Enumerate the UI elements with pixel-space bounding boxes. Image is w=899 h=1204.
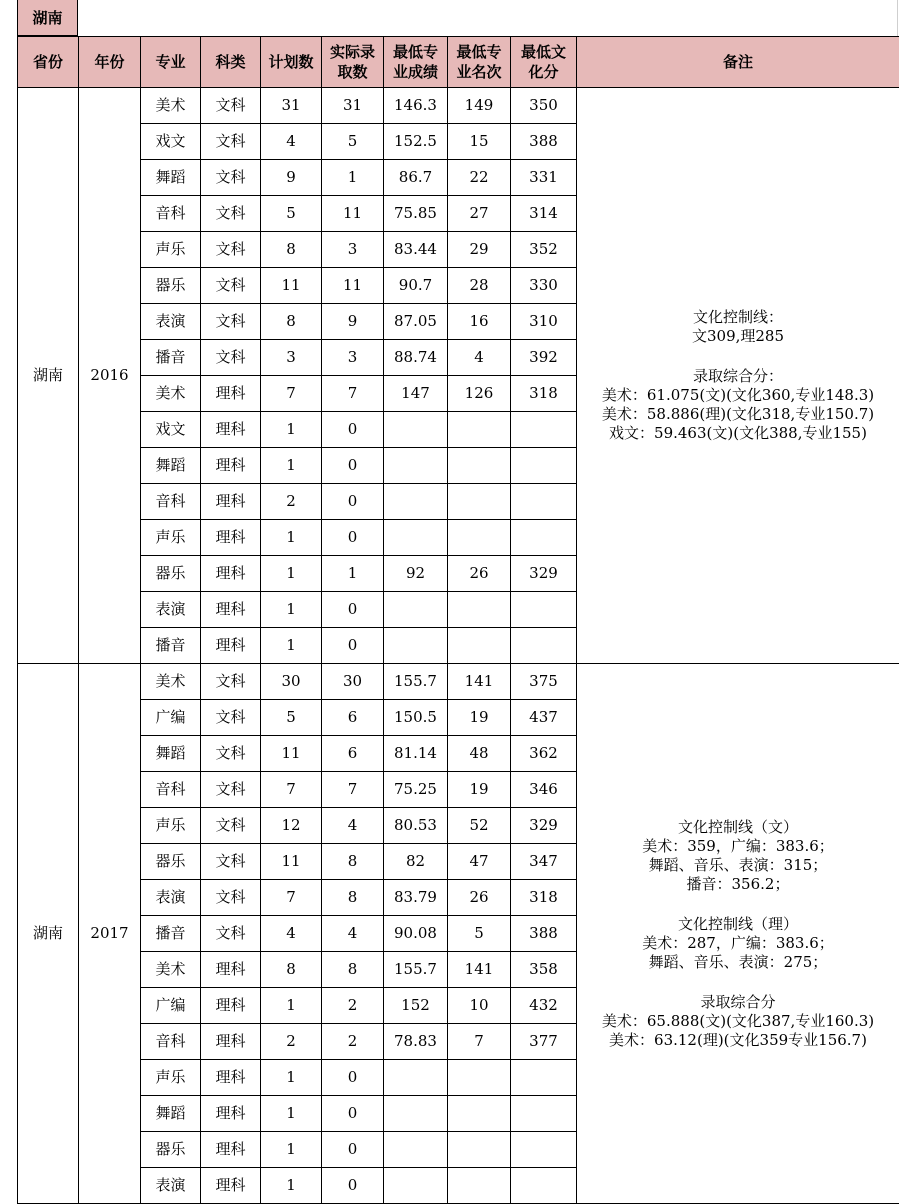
- category-cell: 理科: [201, 556, 261, 592]
- min-pro-score-cell: 86.7: [384, 160, 448, 196]
- actual-cell: 3: [322, 340, 384, 376]
- plan-cell: 11: [261, 268, 322, 304]
- notes-line: 文化控制线（文）: [577, 818, 899, 837]
- plan-cell: 1: [261, 448, 322, 484]
- table-row: [18, 664, 899, 700]
- notes-cell: [577, 88, 899, 664]
- category-cell: 理科: [201, 1060, 261, 1096]
- notes-line: 播音：356.2；: [577, 875, 899, 894]
- min-culture-cell: 388: [511, 124, 577, 160]
- category-cell: 理科: [201, 1096, 261, 1132]
- min-pro-score-cell: 155.7: [384, 952, 448, 988]
- major-cell: 美术: [141, 664, 201, 700]
- min-pro-rank-cell: 47: [448, 844, 511, 880]
- min-pro-score-cell: 75.25: [384, 772, 448, 808]
- actual-cell: 6: [322, 736, 384, 772]
- notes-line: 美术：359，广编：383.6；: [577, 837, 899, 856]
- actual-cell: 0: [322, 592, 384, 628]
- min-pro-score-cell: 88.74: [384, 340, 448, 376]
- notes-line: 录取综合分: [577, 993, 899, 1012]
- category-cell: 文科: [201, 304, 261, 340]
- min-pro-score-cell: 81.14: [384, 736, 448, 772]
- major-cell: 美术: [141, 376, 201, 412]
- header-row: [18, 37, 899, 88]
- major-cell: 表演: [141, 592, 201, 628]
- min-pro-rank-cell: 4: [448, 340, 511, 376]
- actual-cell: 5: [322, 124, 384, 160]
- major-cell: 音科: [141, 1024, 201, 1060]
- notes-line: 美术：65.888(文)(文化387,专业160.3): [577, 1012, 899, 1031]
- actual-cell: 4: [322, 808, 384, 844]
- major-cell: 美术: [141, 88, 201, 124]
- major-cell: 舞蹈: [141, 736, 201, 772]
- min-pro-rank-cell: [448, 592, 511, 628]
- min-pro-score-cell: 90.08: [384, 916, 448, 952]
- header-year: 年份: [79, 37, 141, 88]
- plan-cell: 1: [261, 988, 322, 1024]
- plan-cell: 1: [261, 556, 322, 592]
- actual-cell: 0: [322, 1132, 384, 1168]
- year-cell: 2016: [79, 88, 141, 664]
- province-cell: 湖南: [18, 88, 79, 664]
- category-cell: 理科: [201, 952, 261, 988]
- major-cell: 广编: [141, 988, 201, 1024]
- min-culture-cell: 437: [511, 700, 577, 736]
- major-cell: 声乐: [141, 520, 201, 556]
- category-cell: 文科: [201, 88, 261, 124]
- min-culture-cell: 314: [511, 196, 577, 232]
- min-culture-cell: 329: [511, 556, 577, 592]
- min-pro-rank-cell: 141: [448, 664, 511, 700]
- category-cell: 理科: [201, 988, 261, 1024]
- notes-line: 文309,理285: [577, 327, 899, 346]
- actual-cell: 9: [322, 304, 384, 340]
- actual-cell: 0: [322, 1060, 384, 1096]
- min-pro-score-cell: 152: [384, 988, 448, 1024]
- actual-cell: 0: [322, 1168, 384, 1204]
- major-cell: 音科: [141, 484, 201, 520]
- major-cell: 播音: [141, 340, 201, 376]
- plan-cell: 11: [261, 736, 322, 772]
- plan-cell: 8: [261, 304, 322, 340]
- plan-cell: 5: [261, 700, 322, 736]
- actual-cell: 0: [322, 1096, 384, 1132]
- min-pro-rank-cell: 19: [448, 700, 511, 736]
- major-cell: 美术: [141, 952, 201, 988]
- plan-cell: 31: [261, 88, 322, 124]
- min-pro-rank-cell: 149: [448, 88, 511, 124]
- min-pro-score-cell: [384, 1132, 448, 1168]
- plan-cell: 1: [261, 1060, 322, 1096]
- notes-line: 录取综合分：: [577, 367, 899, 386]
- min-culture-cell: 350: [511, 88, 577, 124]
- major-cell: 器乐: [141, 844, 201, 880]
- actual-cell: 31: [322, 88, 384, 124]
- major-cell: 戏文: [141, 412, 201, 448]
- actual-cell: 7: [322, 376, 384, 412]
- major-cell: 声乐: [141, 232, 201, 268]
- major-cell: 器乐: [141, 556, 201, 592]
- min-culture-cell: 352: [511, 232, 577, 268]
- plan-cell: 8: [261, 232, 322, 268]
- major-cell: 播音: [141, 628, 201, 664]
- min-pro-rank-cell: [448, 1168, 511, 1204]
- min-culture-cell: 358: [511, 952, 577, 988]
- min-culture-cell: 310: [511, 304, 577, 340]
- category-cell: 文科: [201, 772, 261, 808]
- plan-cell: 1: [261, 1096, 322, 1132]
- actual-cell: 8: [322, 880, 384, 916]
- min-pro-score-cell: [384, 484, 448, 520]
- min-culture-cell: [511, 1132, 577, 1168]
- major-cell: 音科: [141, 772, 201, 808]
- min-culture-cell: [511, 1096, 577, 1132]
- min-pro-rank-cell: [448, 1096, 511, 1132]
- year-cell: 2017: [79, 664, 141, 1204]
- min-pro-score-cell: 80.53: [384, 808, 448, 844]
- min-pro-rank-cell: 15: [448, 124, 511, 160]
- min-pro-rank-cell: 10: [448, 988, 511, 1024]
- region-tag-row: [17, 0, 898, 37]
- plan-cell: 4: [261, 916, 322, 952]
- min-pro-score-cell: 78.83: [384, 1024, 448, 1060]
- notes-cell: [577, 664, 899, 1204]
- header-min-pro-score: 最低专业成绩: [384, 37, 448, 88]
- category-cell: 文科: [201, 736, 261, 772]
- actual-cell: 8: [322, 844, 384, 880]
- min-pro-score-cell: [384, 628, 448, 664]
- actual-cell: 8: [322, 952, 384, 988]
- min-pro-rank-cell: 26: [448, 556, 511, 592]
- notes-line: 美术：63.12(理)(文化359专业156.7): [577, 1031, 899, 1050]
- plan-cell: 2: [261, 484, 322, 520]
- actual-cell: 4: [322, 916, 384, 952]
- min-culture-cell: [511, 448, 577, 484]
- min-culture-cell: [511, 628, 577, 664]
- min-culture-cell: 346: [511, 772, 577, 808]
- actual-cell: 0: [322, 520, 384, 556]
- major-cell: 器乐: [141, 1132, 201, 1168]
- min-pro-rank-cell: [448, 1132, 511, 1168]
- min-pro-score-cell: 155.7: [384, 664, 448, 700]
- actual-cell: 0: [322, 628, 384, 664]
- min-culture-cell: 330: [511, 268, 577, 304]
- header-min-pro-rank: 最低专业名次: [448, 37, 511, 88]
- min-pro-rank-cell: 52: [448, 808, 511, 844]
- major-cell: 音科: [141, 196, 201, 232]
- notes-line: 美术：61.075(文)(文化360,专业148.3): [577, 386, 899, 405]
- min-pro-rank-cell: 16: [448, 304, 511, 340]
- category-cell: 文科: [201, 160, 261, 196]
- actual-cell: 0: [322, 412, 384, 448]
- min-pro-rank-cell: [448, 520, 511, 556]
- actual-cell: 1: [322, 160, 384, 196]
- min-pro-score-cell: 82: [384, 844, 448, 880]
- major-cell: 舞蹈: [141, 448, 201, 484]
- major-cell: 器乐: [141, 268, 201, 304]
- min-pro-score-cell: [384, 520, 448, 556]
- major-cell: 声乐: [141, 1060, 201, 1096]
- notes-spacer: [577, 346, 899, 367]
- min-pro-rank-cell: 29: [448, 232, 511, 268]
- category-cell: 文科: [201, 340, 261, 376]
- min-pro-score-cell: 83.79: [384, 880, 448, 916]
- min-culture-cell: [511, 1060, 577, 1096]
- min-culture-cell: 329: [511, 808, 577, 844]
- header-actual: 实际录取数: [322, 37, 384, 88]
- plan-cell: 5: [261, 196, 322, 232]
- category-cell: 文科: [201, 700, 261, 736]
- category-cell: 文科: [201, 124, 261, 160]
- actual-cell: 3: [322, 232, 384, 268]
- min-pro-score-cell: [384, 448, 448, 484]
- notes-line: 舞蹈、音乐、表演：275；: [577, 953, 899, 972]
- category-cell: 理科: [201, 628, 261, 664]
- major-cell: 表演: [141, 304, 201, 340]
- major-cell: 表演: [141, 880, 201, 916]
- major-cell: 舞蹈: [141, 1096, 201, 1132]
- category-cell: 理科: [201, 376, 261, 412]
- header-plan: 计划数: [261, 37, 322, 88]
- category-cell: 理科: [201, 484, 261, 520]
- category-cell: 文科: [201, 196, 261, 232]
- actual-cell: 30: [322, 664, 384, 700]
- min-pro-score-cell: [384, 1096, 448, 1132]
- notes-line: 舞蹈、音乐、表演：315；: [577, 856, 899, 875]
- plan-cell: 12: [261, 808, 322, 844]
- min-culture-cell: 318: [511, 376, 577, 412]
- min-culture-cell: [511, 592, 577, 628]
- min-pro-score-cell: [384, 592, 448, 628]
- category-cell: 文科: [201, 916, 261, 952]
- category-cell: 理科: [201, 412, 261, 448]
- min-pro-score-cell: 87.05: [384, 304, 448, 340]
- min-culture-cell: [511, 412, 577, 448]
- plan-cell: 2: [261, 1024, 322, 1060]
- min-pro-score-cell: 150.5: [384, 700, 448, 736]
- min-culture-cell: 362: [511, 736, 577, 772]
- min-pro-score-cell: 90.7: [384, 268, 448, 304]
- min-culture-cell: 377: [511, 1024, 577, 1060]
- min-pro-rank-cell: 126: [448, 376, 511, 412]
- region-tag: 湖南: [17, 0, 78, 36]
- plan-cell: 7: [261, 772, 322, 808]
- min-culture-cell: 432: [511, 988, 577, 1024]
- notes-line: 美术：58.886(理)(文化318,专业150.7): [577, 405, 899, 424]
- actual-cell: 11: [322, 196, 384, 232]
- major-cell: 广编: [141, 700, 201, 736]
- min-culture-cell: [511, 1168, 577, 1204]
- plan-cell: 1: [261, 592, 322, 628]
- notes-spacer: [577, 894, 899, 915]
- header-category: 科类: [201, 37, 261, 88]
- min-pro-score-cell: [384, 1060, 448, 1096]
- header-province: 省份: [18, 37, 79, 88]
- plan-cell: 1: [261, 1168, 322, 1204]
- plan-cell: 30: [261, 664, 322, 700]
- plan-cell: 4: [261, 124, 322, 160]
- plan-cell: 1: [261, 628, 322, 664]
- actual-cell: 0: [322, 448, 384, 484]
- plan-cell: 7: [261, 376, 322, 412]
- min-culture-cell: 318: [511, 880, 577, 916]
- actual-cell: 0: [322, 484, 384, 520]
- notes-line: 戏文：59.463(文)(文化388,专业155): [577, 424, 899, 443]
- actual-cell: 6: [322, 700, 384, 736]
- major-cell: 播音: [141, 916, 201, 952]
- category-cell: 文科: [201, 880, 261, 916]
- category-cell: 理科: [201, 1024, 261, 1060]
- min-pro-rank-cell: 5: [448, 916, 511, 952]
- min-culture-cell: [511, 484, 577, 520]
- min-pro-rank-cell: [448, 412, 511, 448]
- min-culture-cell: 375: [511, 664, 577, 700]
- major-cell: 声乐: [141, 808, 201, 844]
- header-notes: 备注: [577, 37, 899, 88]
- category-cell: 文科: [201, 808, 261, 844]
- min-culture-cell: 347: [511, 844, 577, 880]
- notes-line: 文化控制线：: [577, 308, 899, 327]
- plan-cell: 8: [261, 952, 322, 988]
- min-pro-rank-cell: 27: [448, 196, 511, 232]
- category-cell: 理科: [201, 520, 261, 556]
- header-min-culture: 最低文化分: [511, 37, 577, 88]
- table-row: [18, 88, 899, 124]
- actual-cell: 1: [322, 556, 384, 592]
- min-pro-rank-cell: 28: [448, 268, 511, 304]
- notes-line: 文化控制线（理）: [577, 915, 899, 934]
- min-culture-cell: 331: [511, 160, 577, 196]
- min-pro-rank-cell: 7: [448, 1024, 511, 1060]
- min-pro-score-cell: 92: [384, 556, 448, 592]
- min-pro-score-cell: 83.44: [384, 232, 448, 268]
- min-pro-rank-cell: [448, 484, 511, 520]
- category-cell: 理科: [201, 1132, 261, 1168]
- actual-cell: 11: [322, 268, 384, 304]
- major-cell: 舞蹈: [141, 160, 201, 196]
- min-pro-rank-cell: 141: [448, 952, 511, 988]
- plan-cell: 1: [261, 412, 322, 448]
- min-pro-rank-cell: 48: [448, 736, 511, 772]
- min-pro-score-cell: 152.5: [384, 124, 448, 160]
- plan-cell: 7: [261, 880, 322, 916]
- min-pro-score-cell: 147: [384, 376, 448, 412]
- min-pro-rank-cell: [448, 1060, 511, 1096]
- actual-cell: 2: [322, 1024, 384, 1060]
- notes-spacer: [577, 972, 899, 993]
- min-pro-rank-cell: [448, 628, 511, 664]
- plan-cell: 3: [261, 340, 322, 376]
- category-cell: 文科: [201, 232, 261, 268]
- category-cell: 文科: [201, 664, 261, 700]
- header-major: 专业: [141, 37, 201, 88]
- notes-line: 美术：287，广编：383.6；: [577, 934, 899, 953]
- min-pro-score-cell: [384, 1168, 448, 1204]
- admission-table: [17, 36, 899, 1204]
- category-cell: 文科: [201, 268, 261, 304]
- min-pro-score-cell: [384, 412, 448, 448]
- plan-cell: 1: [261, 1132, 322, 1168]
- category-cell: 文科: [201, 844, 261, 880]
- min-culture-cell: [511, 520, 577, 556]
- category-cell: 理科: [201, 592, 261, 628]
- major-cell: 表演: [141, 1168, 201, 1204]
- category-cell: 理科: [201, 1168, 261, 1204]
- min-culture-cell: 388: [511, 916, 577, 952]
- region-tag-blank: [77, 0, 898, 37]
- plan-cell: 1: [261, 520, 322, 556]
- min-culture-cell: 392: [511, 340, 577, 376]
- min-pro-rank-cell: 22: [448, 160, 511, 196]
- min-pro-score-cell: 146.3: [384, 88, 448, 124]
- major-cell: 戏文: [141, 124, 201, 160]
- min-pro-rank-cell: 26: [448, 880, 511, 916]
- actual-cell: 7: [322, 772, 384, 808]
- category-cell: 理科: [201, 448, 261, 484]
- min-pro-rank-cell: 19: [448, 772, 511, 808]
- min-pro-score-cell: 75.85: [384, 196, 448, 232]
- plan-cell: 9: [261, 160, 322, 196]
- plan-cell: 11: [261, 844, 322, 880]
- actual-cell: 2: [322, 988, 384, 1024]
- table-body: [18, 88, 899, 1204]
- min-pro-rank-cell: [448, 448, 511, 484]
- province-cell: 湖南: [18, 664, 79, 1204]
